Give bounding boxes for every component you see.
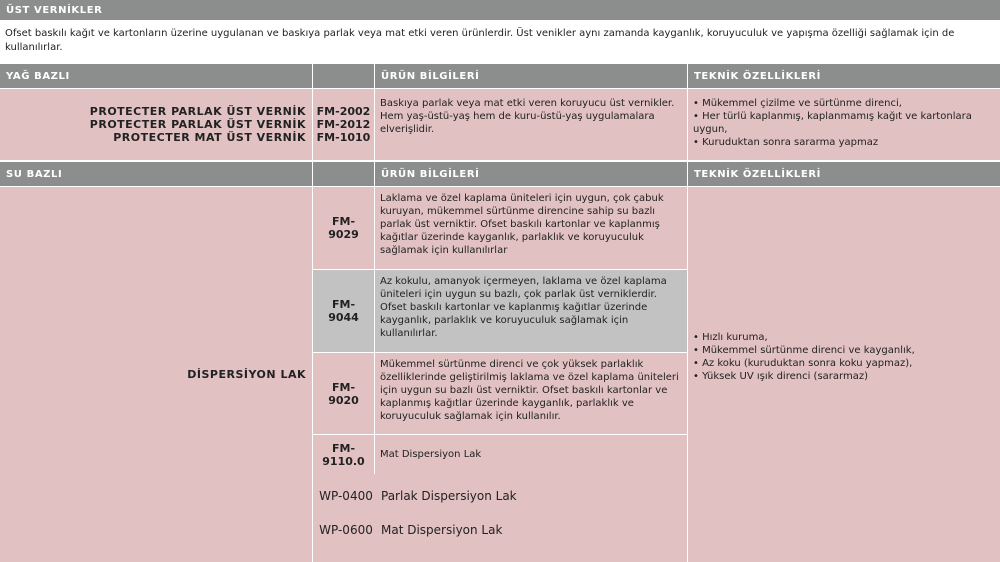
code-part: 9110.0	[322, 454, 365, 468]
product-code: FM-1010	[316, 131, 371, 144]
su-header-features: TEKNİK ÖZELLİKLERİ	[688, 162, 1000, 186]
su-product-name	[0, 187, 312, 562]
product-name: PROTECTER MAT ÜST VERNİK	[113, 131, 306, 144]
code-cell	[313, 270, 374, 352]
feature-item: • Hızlı kuruma,	[693, 331, 768, 343]
feature-item: • Mükemmel çizilme ve sürtünme direnci,	[693, 98, 902, 109]
wp-info: Mat Dispersiyon Lak	[381, 523, 503, 537]
su-header-info: ÜRÜN BİLGİLERİ	[375, 162, 687, 186]
intro-text: Ofset baskılı kağıt ve kartonların üzerine uygulanan ve baskıya parlak veya mat etki veren ürünlerdir. Üst venikler aynı zamanda kayganlık, koruyuculuk ve yapışma özelliği sağlamak için de kullanılırlar.	[0, 21, 1000, 61]
product-name: DİSPERSİYON LAK	[187, 368, 306, 381]
su-header-code	[313, 162, 374, 186]
feature-item: • Az koku (kuruduktan sonra koku yapmaz),	[693, 357, 913, 369]
info-cell: Laklama ve özel kaplama üniteleri için uygun, çok çabuk kuruyan, mükemmel sürtünme direncine sahip su bazlı parlak üst verniktir. Ofset baskılı kartonlar ve kaplanmış kağıtlar üzerinde kayganlık, parlaklık ve koruyuculuk sağlamak için kullanılırlar	[375, 187, 687, 269]
feature-item: • Yüksek UV ışık direnci (sararmaz)	[693, 370, 868, 382]
code-cell	[313, 435, 374, 474]
product-name: PROTECTER PARLAK ÜST VERNİK	[89, 118, 306, 131]
yag-features	[688, 89, 1000, 160]
code-part: 9020	[328, 393, 359, 407]
code-part: FM-	[331, 441, 356, 455]
yag-header-label: YAĞ BAZLI	[0, 64, 312, 88]
code-part: 9044	[328, 311, 359, 324]
wp-code: WP-0600	[319, 523, 373, 537]
product-code: FM-2012	[316, 118, 371, 131]
yag-product-info: Baskıya parlak veya mat etki veren koruyucu üst vernikler. Hem yaş-üstü-yaş hem de kuru-üstü-yaş uygulamalara elverişlidir.	[375, 89, 687, 160]
su-header-label: SU BAZLI	[0, 162, 312, 186]
feature-item: • Mükemmel sürtünme direnci ve kayganlık,	[693, 344, 915, 356]
product-name: PROTECTER PARLAK ÜST VERNİK	[89, 105, 306, 118]
page-title: ÜST VERNİKLER	[0, 0, 1000, 20]
yag-header-features: TEKNİK ÖZELLİKLERİ	[688, 64, 1000, 88]
info-cell: Az kokulu, amanyok içermeyen, laklama ve özel kaplama üniteleri için uygun su bazlı, çok parlak üst verniklerdir. Ofset baskılı kartonlar ve kaplanmış kağıtlar üzerinde kayganlık, parlaklık ve koruyuculuk sağlamak için kullanılırlar.	[375, 270, 687, 352]
feature-item: • Her türlü kaplanmış, kaplanmamış kağıt ve kartonlara uygun,	[693, 111, 972, 135]
su-features	[688, 187, 1000, 562]
code-part: FM-	[331, 215, 356, 228]
code-part: FM-	[331, 298, 356, 311]
yag-header-info: ÜRÜN BİLGİLERİ	[375, 64, 687, 88]
feature-item: • Kuruduktan sonra sararma yapmaz	[693, 137, 879, 148]
code-part: 9029	[328, 228, 359, 241]
code-part: FM-	[331, 380, 356, 394]
yag-product-names	[0, 89, 312, 160]
wp-info: Parlak Dispersiyon Lak	[381, 489, 517, 503]
info-cell: Mat Dispersiyon Lak	[375, 435, 687, 474]
wp-code: WP-0400	[319, 489, 373, 503]
yag-codes	[313, 89, 374, 160]
code-cell	[313, 353, 374, 434]
yag-header-code	[313, 64, 374, 88]
code-cell	[313, 187, 374, 269]
product-code: FM-2002	[316, 105, 371, 118]
info-cell: Mükemmel sürtünme direnci ve çok yüksek parlaklık özelliklerinde geliştirilmiş laklama ve özel kaplama üniteleri için uygun su bazlı üst verniktir. Ofset baskılı kartonlar ve kaplanmış kağıtlar üzerinde kayganlık, parlaklık ve koruyuculuk sağlamak için kullanılır.	[375, 353, 687, 434]
